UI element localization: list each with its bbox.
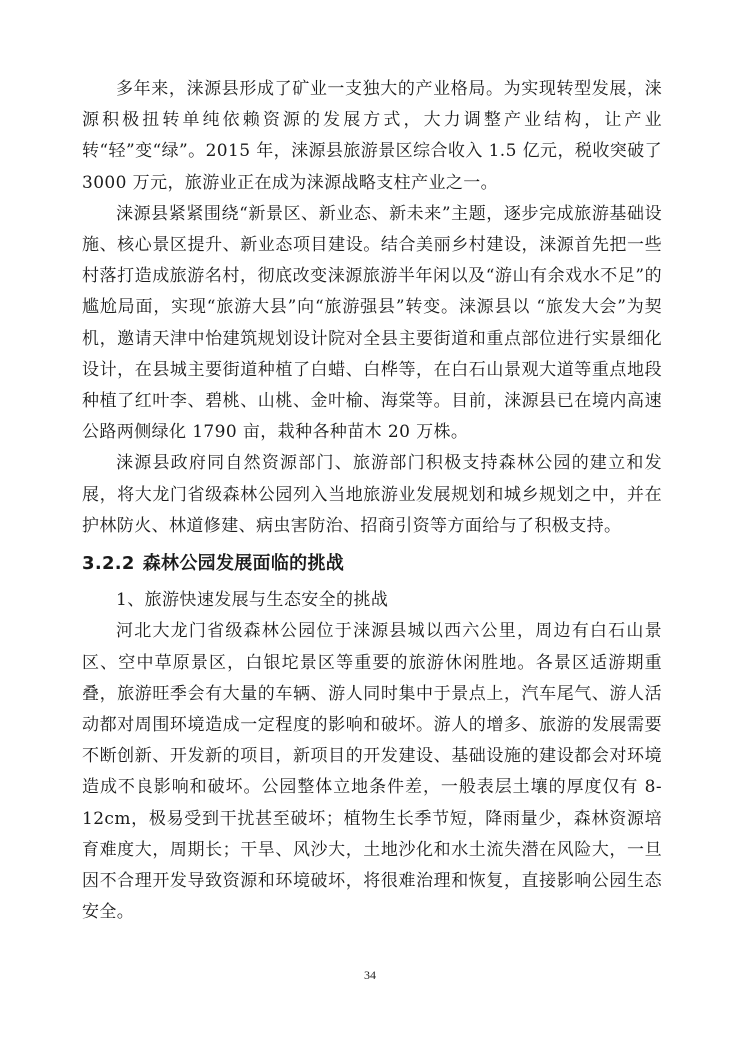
paragraph-ecological-challenge: 河北大龙门省级森林公园位于涞源县城以西六公里，周边有白石山景区、空中草原景区，白银坨景区等重要的旅游休闲胜地。各景区适游期重叠，旅游旺季会有大量的车辆、游人同时集中于景点上，汽车尾气、游人活动都对周围环境造成一定程度的影响和破坏。游人的增多、旅游的发展需要不断创新、开发新的项目，新项目的开发建设、基础设施的建设都会对环境造成不良影响和破坏。公园整体立地条件差，一般表层土壤的厚度仅有 8-12cm，极易受到干扰甚至破坏；植物生长季节短，降雨量少，森林资源培育难度大，周期长；干旱、风沙大，土地沙化和水土流失潜在风险大，一旦因不合理开发导致资源和环境破坏，将很难治理和恢复，直接影响公园生态安全。 — [82, 621, 662, 923]
page-content — [82, 74, 662, 928]
paragraph-government-support: 涞源县政府同自然资源部门、旅游部门积极支持森林公园的建立和发展，将大龙门省级森林公园列入当地旅游业发展规划和城乡规划之中，并在护林防火、林道修建、病虫害防治、招商引资等方面给与了积极支持。 — [82, 453, 662, 536]
paragraph-tourism-construction: 涞源县紧紧围绕“新景区、新业态、新未来”主题，逐步完成旅游基础设施、核心景区提升、新业态项目建设。结合美丽乡村建设，涞源首先把一些村落打造成旅游名村，彻底改变涞源旅游半年闲以及“游山有余戏水不足”的尴尬局面，实现“旅游大县”向“旅游强县”转变。涞源县以 “旅发大会”为契机，邀请天津中怡建筑规划设计院对全县主要街道和重点部位进行实景细化设计，在县城主要街道种植了白蜡、白桦等，在白石山景观大道等重点地段种植了红叶李、碧桃、山桃、金叶榆、海棠等。目前，涞源县已在境内高速公路两侧绿化 1790 亩，栽种各种苗木 20 万株。 — [82, 203, 662, 443]
section-title: 森林公园发展面临的挑战 — [142, 553, 345, 575]
subsection-heading: 1、旅游快速发展与生态安全的挑战 — [116, 590, 389, 611]
section-number: 3.2.2 — [82, 553, 135, 575]
page-number: 34 — [364, 968, 376, 982]
section-heading — [82, 548, 662, 579]
paragraph-industry-transformation: 多年来，涞源县形成了矿业一支独大的产业格局。为实现转型发展，涞源积极扭转单纯依赖资源的发展方式，大力调整产业结构，让产业转“轻”变“绿”。2015 年，涞源县旅游景区综合收入 1.5 亿元，税收突破了 3000 万元，旅游业正在成为涞源战略支柱产业之一。 — [82, 79, 662, 193]
